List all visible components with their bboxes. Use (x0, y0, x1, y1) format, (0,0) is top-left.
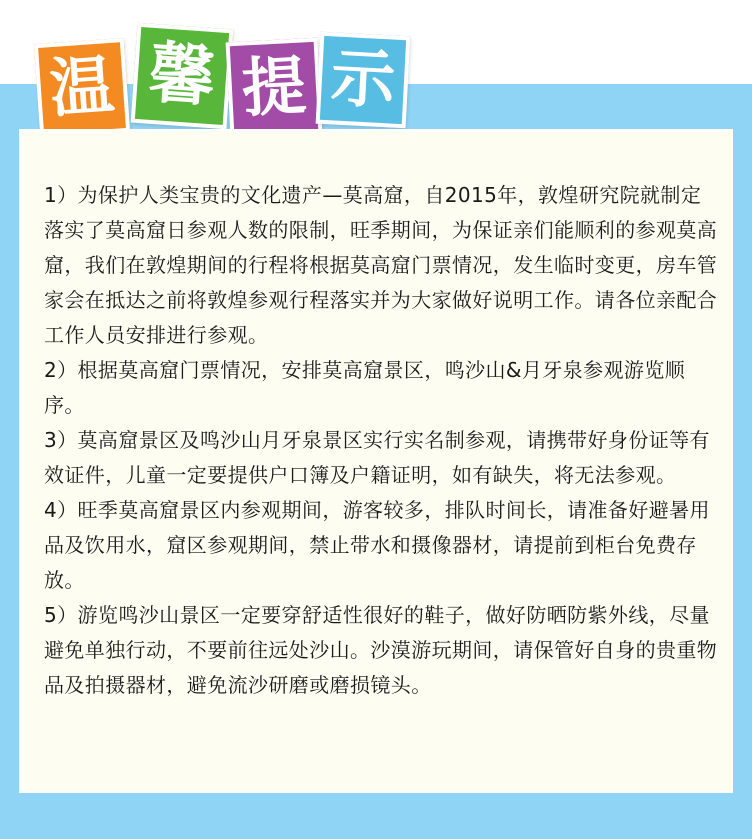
note-item-3: 3）莫高窟景区及鸣沙山月牙泉景区实行实名制参观，请携带好身份证等有效证件，儿童一定要提供户口簿及户籍证明，如有缺失，将无法参观。 (44, 428, 710, 487)
title-tile-shi (316, 32, 411, 129)
bottom-blue-strip (0, 824, 752, 839)
note-item-5: 5）游览鸣沙山景区一定要穿舒适性很好的鞋子，做好防晒防紫外线，尽量避免单独行动，不要前往远处沙山。沙漠游玩期间，请保管好自身的贵重物品及拍摄器材，避免流沙研磨或磨损镜头。 (44, 603, 718, 697)
notes-list (44, 178, 720, 703)
title-tile-ti (226, 38, 323, 139)
note-item-1: 1）为保护人类宝贵的文化遗产—莫高窟，自2015年，敦煌研究院就制定落实了莫高窟日参观人数的限制，旺季期间，为保证亲们能顺利的参观莫高窟，我们在敦煌期间的行程将根据莫高窟门票情况，发生临时变更，房车管家会在抵达之前将敦煌参观行程落实并为大家做好说明工作。请各位亲配合工作人员安排进行参观。 (44, 183, 718, 347)
title-tile-xin (131, 23, 234, 129)
title-tile-wen (34, 38, 130, 138)
title-char-wen: 温 (47, 48, 117, 128)
title-char-shi: 示 (329, 41, 397, 119)
note-item-2: 2）根据莫高窟门票情况，安排莫高窟景区，鸣沙山&月牙泉参观游览顺序。 (44, 358, 686, 417)
note-item-4: 4）旺季莫高窟景区内参观期间，游客较多，排队时间长，请准备好避暑用品及饮用水，窟区参观期间，禁止带水和摄像器材，请提前到柜台免费存放。 (44, 498, 710, 592)
title-char-xin: 馨 (146, 34, 218, 117)
title-char-ti: 提 (240, 49, 308, 127)
